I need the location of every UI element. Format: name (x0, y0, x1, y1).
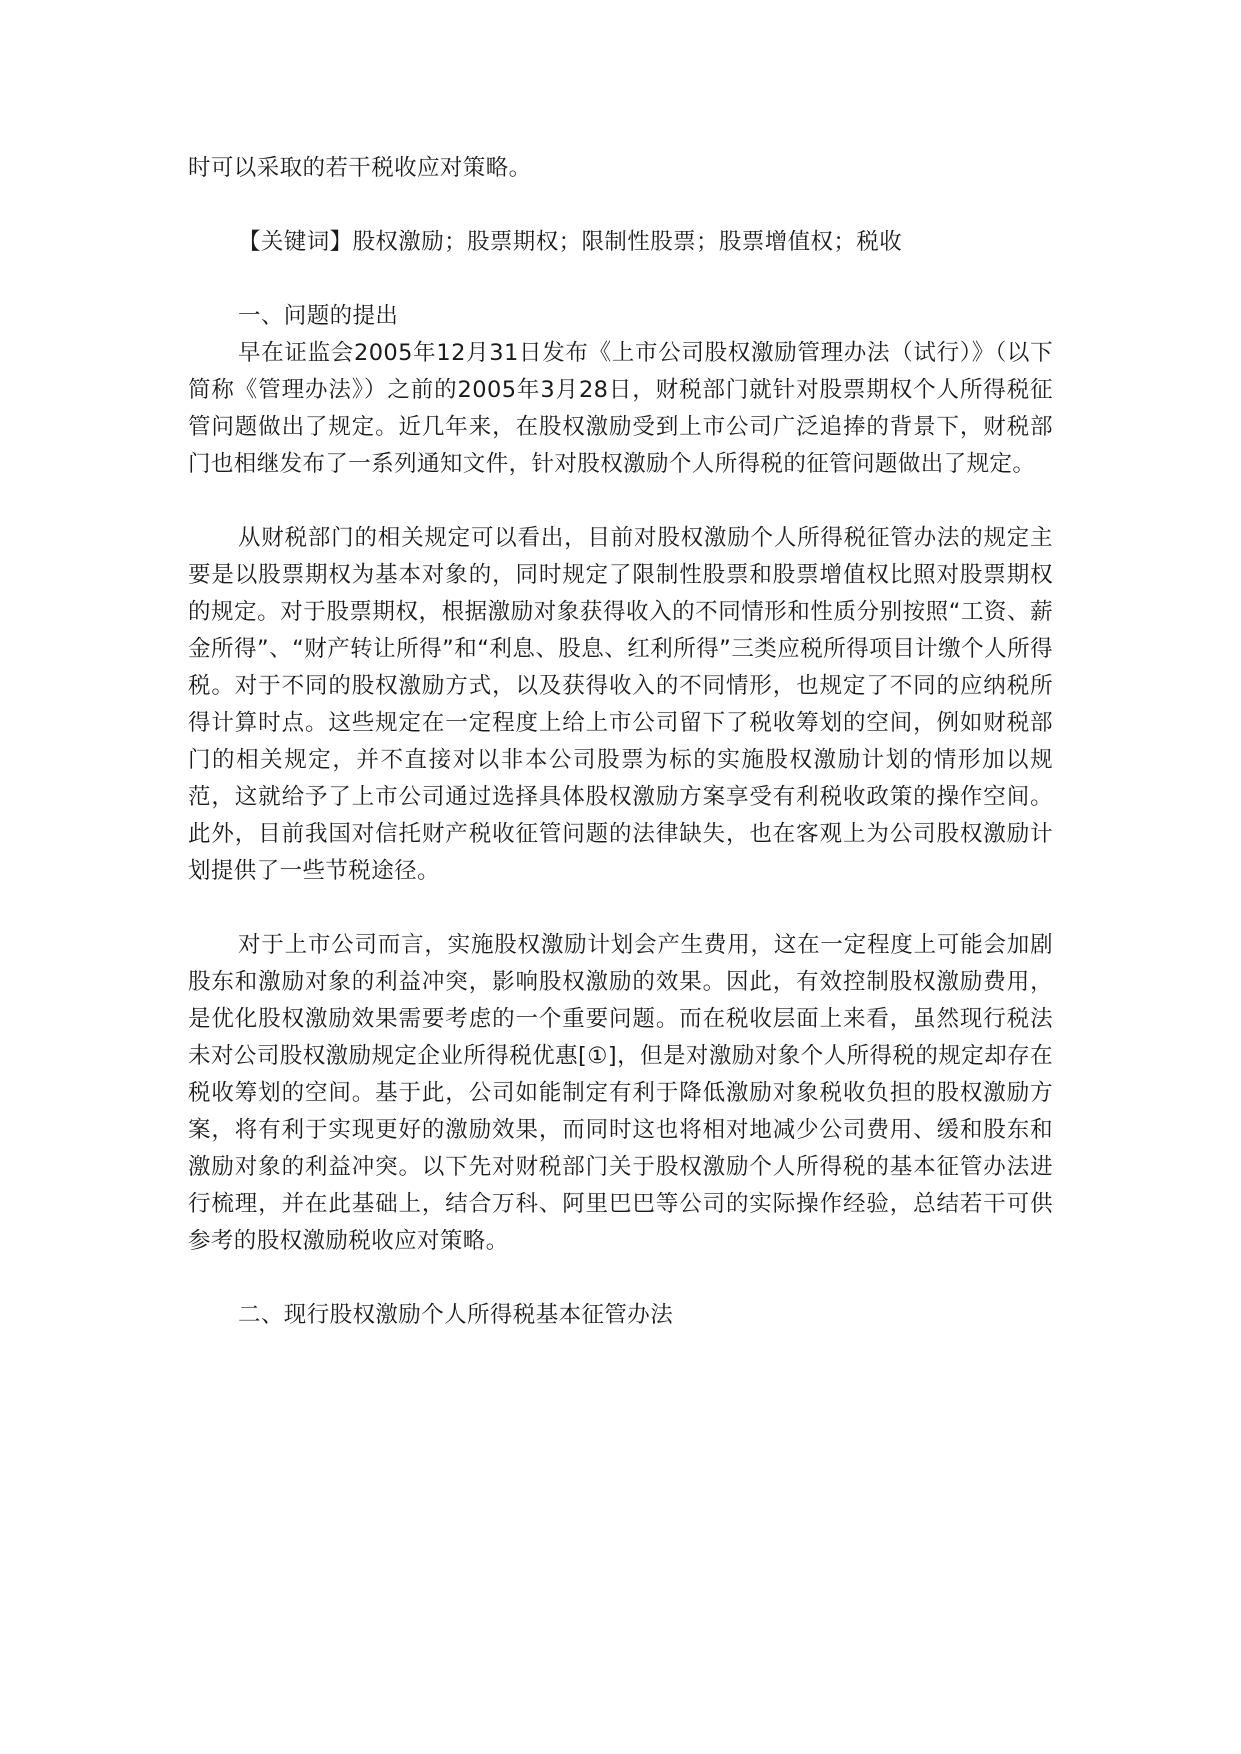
body-paragraph-3: 对于上市公司而言，实施股权激励计划会产生费用，这在一定程度上可能会加剧股东和激励对象的利益冲突，影响股权激励的效果。因此，有效控制股权激励费用，是优化股权激励效果需要考虑的一个重要问题。而在税收层面上来看，虽然现行税法未对公司股权激励规定企业所得税优惠[①]，但是对激励对象个人所得税的规定却存在税收筹划的空间。基于此，公司如能制定有利于降低激励对象税收负担的股权激励方案，将有利于实现更好的激励效果，而同时这也将相对地减少公司费用、缓和股东和激励对象的利益冲突。以下先对财税部门关于股权激励个人所得税的基本征管办法进行梳理，并在此基础上，结合万科、阿里巴巴等公司的实际操作经验，总结若干可供参考的股权激励税收应对策略。 (188, 932, 1053, 1254)
document-body (188, 150, 1053, 1334)
section-heading-1: 一、问题的提出 (238, 303, 399, 329)
keywords-line: 【关键词】股权激励；股票期权；限制性股票；股票增值权；税收 (238, 229, 903, 255)
body-paragraph-2: 从财税部门的相关规定可以看出，目前对股权激励个人所得税征管办法的规定主要是以股票期权为基本对象的，同时规定了限制性股票和股票增值权比照对股票期权的规定。对于股票期权，根据激励对象获得收入的不同情形和性质分别按照“工资、薪金所得”、“财产转让所得”和“利息、股息、红利所得”三类应税所得项目计缴个人所得税。对于不同的股权激励方式，以及获得收入的不同情形，也规定了不同的应纳税所得计算时点。这些规定在一定程度上给上市公司留下了税收筹划的空间，例如财税部门的相关规定，并不直接对以非本公司股票为标的实施股权激励计划的情形加以规范，这就给予了上市公司通过选择具体股权激励方案享受有利税收政策的操作空间。此外，目前我国对信托财产税收征管问题的法律缺失，也在客观上为公司股权激励计划提供了一些节税途径。 (188, 525, 1053, 884)
intro-tail-text: 时可以采取的若干税收应对策略。 (188, 155, 532, 181)
section-heading-2: 二、现行股权激励个人所得税基本征管办法 (238, 1302, 674, 1328)
body-paragraph-1: 早在证监会2005年12月31日发布《上市公司股权激励管理办法（试行）》（以下简称《管理办法》）之前的2005年3月28日，财税部门就针对股票期权个人所得税征管问题做出了规定。近几年来，在股权激励受到上市公司广泛追捧的背景下，财税部门也相继发布了一系列通知文件，针对股权激励个人所得税的征管问题做出了规定。 (188, 340, 1053, 477)
